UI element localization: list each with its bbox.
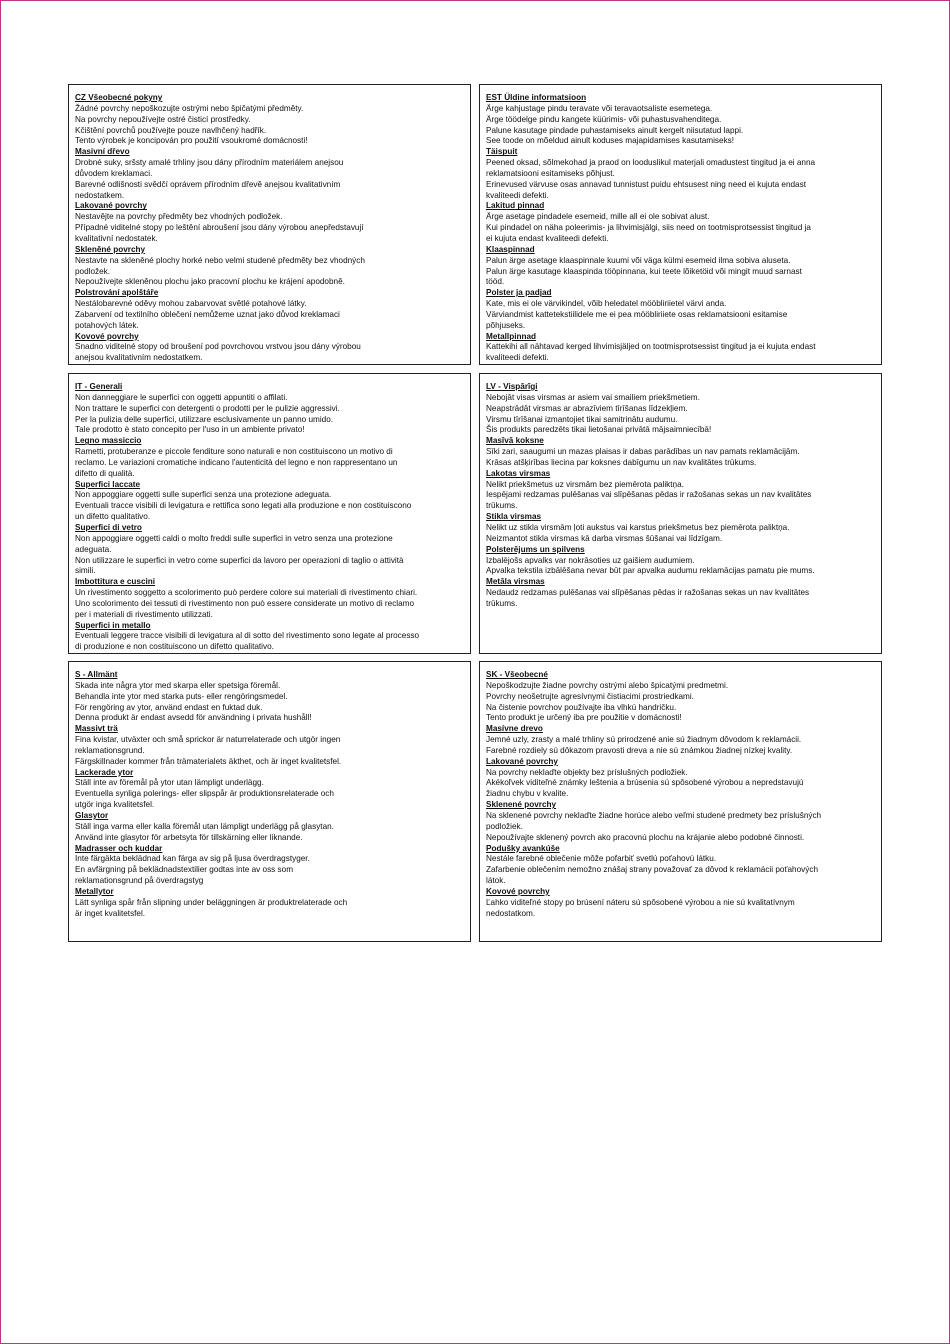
section-title: CZ Všeobecné pokyny bbox=[75, 93, 163, 102]
subsection-heading: Massivt trä bbox=[75, 724, 118, 734]
subsection-heading: Imbottitura e cuscini bbox=[75, 577, 156, 587]
subsection-text: Ställ inga varma eller kalla föremål utan lämpligt underlägg på glasytan. Använd inte glasytor för arbetsyta för tillskärning eller liknande. bbox=[75, 821, 334, 842]
subsection-text: Nelikt uz stikla virsmām ļoti aukstus vai karstus priekšmetus bez piemērota paliktņa. Neizmantot stikla virsmas kā darba virsmas šūšanai vai līdzīgam. bbox=[486, 522, 790, 543]
subsection-text: Ärge asetage pindadele esemeid, mille all ei ole sobivat alust. Kui pindadel on näha poleerimis- ja lihvimisjälgi, siis need on tootmisprotsessist tingitud ja ei kujuta endast kvaliteedi defekti. bbox=[486, 212, 811, 243]
section-est bbox=[479, 84, 882, 365]
subsection-heading: Masivní dřevo bbox=[75, 147, 130, 157]
subsection-text: Na sklenené povrchy neklaďte žiadne horúce alebo veľmi studené predmety bez príslušných podložiek. Nepoužívajte sklenený povrch ako pracovnú plochu na krájanie alebo podobné činnosti. bbox=[486, 810, 822, 842]
subsection-heading: Skleněné povrchy bbox=[75, 244, 146, 254]
section-title: LV - Vispārīgi bbox=[486, 382, 538, 391]
section-intro: Ärge kahjustage pindu teravate või teravaotsaliste esemetega. Ärge töödelge pindu kangete küürimis- või puhastusvahenditega. Palune kasutage pindade puhastamiseks ainult kergelt niisutatud lappi. See toode on mõeldud ainult koduses majapidamises kasutamiseks! bbox=[486, 103, 744, 146]
subsection-heading: Metallpinnad bbox=[486, 331, 537, 341]
section-intro: Skada inte några ytor med skarpa eller spetsiga föremål. Behandla inte ytor med starka puts- eller rengöringsmedel. För rengöring av ytor, använd endast en fuktad duk. Denna produkt är endast avsedd för användning i privata hushåll! bbox=[75, 680, 312, 723]
subsection-heading: Lakotas virsmas bbox=[486, 468, 551, 478]
subsection-heading: Klaaspinnad bbox=[486, 244, 535, 254]
section-intro: Nepoškodzujte žiadne povrchy ostrými alebo špicatými predmetmi. Povrchy neošetrujte agresívnymi čistiacimi prostriedkami. Na čistenie povrchov používajte iba vlhkú handričku. Tento produkt je určený iba pre použitie v domácnosti! bbox=[486, 680, 729, 723]
subsection-text: Ľahko viditeľné stopy po brúsení náteru sú spôsobené výrobou a nie sú kvalitatívnym nedostatkom. bbox=[486, 897, 795, 918]
section-intro: Nebojāt visas virsmas ar asiem vai smailiem priekšmetiem. Neapstrādāt virsmas ar abrazīviem tīrīšanas līdzekļiem. Virsmu tīrīšanai izmantojiet tikai samitrinātu audumu. Šis produkts paredzēts tikai lietošanai privātā mājsaimniecībā! bbox=[486, 392, 712, 435]
subsection-heading: Metallytor bbox=[75, 886, 114, 896]
subsection-text: Drobné suky, sršsty amalé trhliny jsou dány přírodním materiálem anejsou důvodem kreklamaci. Barevné odlišnosti svědčí oprávem přírodním dřevě anejsou kvalitativním nedostatkem. bbox=[75, 158, 344, 200]
subsection-heading: Kovové povrchy bbox=[75, 331, 139, 341]
subsection-heading: Metāla virsmas bbox=[486, 577, 545, 587]
subsection-text: Non appoggiare oggetti caldi o molto freddi sulle superfici in vetro senza una protezione adeguata. Non utilizzare le superfici in vetro come superfici da lavoro per operazioni di taglio o attività simili. bbox=[75, 533, 404, 576]
section-intro: Žádné povrchy nepoškozujte ostrými nebo špičatými předměty. Na povrchy nepoužívejte ostré čisticí prostředky. Kčištění povrchů používejte pouze navlhčený hadřík. Tento výrobek je koncipován pro použití vsoukromé domácnosti! bbox=[75, 103, 308, 146]
subsection-heading: Sklenené povrchy bbox=[486, 800, 557, 810]
subsection-text: Un rivestimento soggetto a scolorimento può perdere colore sui materiali di rivestimento chiari. Uno scolorimento dei tessuti di rivestimento non può essere considerate un motivo di reclamo per i materiali di rivestimento utilizzati. bbox=[75, 588, 418, 619]
section-sk bbox=[479, 661, 882, 942]
subsection-text: Non appoggiare oggetti sulle superfici senza una protezione adeguata. Eventuali tracce visibili di levigatura e rettifica sono legati alla produzione e non costituiscono un difetto qualitativo. bbox=[75, 490, 412, 522]
subsection-heading: Podušky avankúše bbox=[486, 843, 560, 853]
subsection-text: Nestavte na skleněné plochy horké nebo velmi studené předměty bez vhodných podložek. Nepoužívejte skleněnou plochu jako pracovní plochu ke krájení apodobně. bbox=[75, 255, 365, 287]
subsection-heading: Legno massiccio bbox=[75, 436, 142, 446]
subsection-text: Kate, mis ei ole värvikindel, võib heledatel mööbliriietel värvi anda. Värviandmist kattetekstiilidele me ei pea mööbliriiete osas reklamatsiooni esitamise põhjuseks. bbox=[486, 299, 788, 330]
subsection-heading: Superfici in metallo bbox=[75, 620, 151, 630]
subsection-heading: Superfici laccate bbox=[75, 479, 141, 489]
section-s bbox=[68, 661, 471, 942]
subsection-text: Kattekihi all nähtavad kerged lihvimisjäljed on tootmisprotsessist tingitud ja ei kujuta endast kvaliteedi defekti. bbox=[486, 342, 816, 363]
subsection-heading: Madrasser och kuddar bbox=[75, 843, 163, 853]
subsection-heading: Lakované povrchy bbox=[486, 756, 558, 766]
section-intro: Non danneggiare le superfici con oggetti appuntiti o affilati. Non trattare le superfici con detergenti o prodotti per le pulizie aggressivi. Per la pulizia delle superfici, utilizzare esclusivamente un panno umido. Tale prodotto è stato concepito per l'uso in un ambiente privato! bbox=[75, 392, 340, 435]
subsection-text: Inte färgäkta beklädnad kan färga av sig på ljusa överdragstyger. En avfärgning på beklädnadstextilier godtas inte av oss som reklamationsgrund på överdragstyg bbox=[75, 854, 310, 886]
subsection-text: Na povrchy neklaďte objekty bez príslušných podložiek. Akékoľvek viditeľné známky leštenia a brúsenia sú spôsobené výrobou a nepredstavujú žiadnu chybu v kvalite. bbox=[486, 767, 804, 799]
subsection-heading: Masīvā koksne bbox=[486, 436, 544, 446]
subsection-heading: Lakitud pinnad bbox=[486, 201, 545, 211]
subsection-heading: Polsterējums un spilvens bbox=[486, 544, 585, 554]
subsection-heading: Täispuit bbox=[486, 147, 518, 157]
section-lv bbox=[479, 373, 882, 654]
subsection-text: Izbalējošs apvalks var nokrāsoties uz gaišiem audumiem. Apvalka tekstila izbālēšana nevar būt par apvalka audumu reklamācijas pamatu pie mums. bbox=[486, 555, 815, 576]
subsection-text: Fina kvistar, utväxter och små sprickor är naturrelaterade och utgör ingen reklamationsgrund. Färgskillnader kommer från trämaterialets äkthet, och är inget kvalitetsfel. bbox=[75, 735, 342, 766]
subsection-text: Jemné uzly, zrasty a malé trhliny sú prirodzené anie sú žiadnym dôvodom k reklamácii. Farebné rozdiely sú dôkazom pravosti dreva a nie sú známkou žiadnej nízkej kvality. bbox=[486, 735, 802, 755]
subsection-heading: Stikla virsmas bbox=[486, 512, 542, 522]
section-title: S - Allmänt bbox=[75, 670, 118, 679]
subsection-heading: Masívne drevo bbox=[486, 724, 543, 734]
subsection-heading: Polster ja padjad bbox=[486, 288, 552, 298]
subsection-heading: Lackerade ytor bbox=[75, 767, 134, 777]
section-cz bbox=[68, 84, 471, 365]
subsection-text: Nestálobarevné oděvy mohou zabarvovat světlé potahové látky. Zabarvení od textilního oblečení nemůžeme uznat jako důvod kreklamaci potahových látek. bbox=[75, 299, 340, 330]
section-title: IT - Generali bbox=[75, 382, 123, 391]
section-title: EST Üldine informatsioon bbox=[486, 93, 587, 102]
subsection-text: Peened oksad, sõlmekohad ja praod on looduslikul materjali omadustest tingitud ja ei anna reklamatsiooni esitamiseks põhjust. Erinevused värvuse osas annavad tunnistust puidu ehtsusest ning need ei kujuta endast kvaliteedi defekti. bbox=[486, 158, 816, 200]
subsection-heading: Superfici di vetro bbox=[75, 522, 142, 532]
subsection-text: Nelikt priekšmetus uz virsmām bez piemērota paliktņa. Iespējami redzamas pulēšanas vai slīpēšanas pēdas ir ražošanas sekas un nav kvalitātes trūkums. bbox=[486, 479, 812, 511]
subsection-heading: Lakované povrchy bbox=[75, 201, 147, 211]
subsection-heading: Kovové povrchy bbox=[486, 886, 550, 896]
subsection-text: Snadno viditelné stopy od broušení pod povrchovou vrstvou jsou dány výrobou anejsou kvalitativním nedostatkem. bbox=[75, 342, 361, 363]
subsection-text: Lätt synliga spår från slipning under beläggningen är produktrelaterade och är inget kvalitetsfel. bbox=[75, 897, 348, 918]
section-title: SK - Všeobecné bbox=[486, 670, 548, 679]
subsection-text: Nestavějte na povrchy předměty bez vhodných podložek. Případné viditelné stopy po leštění abroušení jsou dány výrobou anepředstavují kvalitativní nedostatek. bbox=[75, 212, 364, 243]
subsection-text: Sīki zari, saaugumi un mazas plaisas ir dabas parādības un nav pamats reklamācijām. Krāsas atšķirības liecina par koksnes dabīgumu un nav kvalitātes trūkums. bbox=[486, 447, 800, 467]
subsection-heading: Polstrování apolštáře bbox=[75, 288, 159, 298]
subsection-text: Rametti, protuberanze e piccole fenditure sono naturali e non costituiscono un motivo di reclamo. Le variazioni cromatiche indicano l'autenticità del legno e non rappresentano un difetto di qualità. bbox=[75, 447, 398, 478]
section-it bbox=[68, 373, 471, 654]
subsection-heading: Glasytor bbox=[75, 810, 109, 820]
subsection-text: Palun ärge asetage klaaspinnale kuumi või väga külmi esemeid ilma sobiva aluseta. Palun ärge kasutage klaaspinda tööpinnana, kui teete lõiketöid või mingit muud sarnast tööd. bbox=[486, 255, 802, 287]
subsection-text: Ställ inte av föremål på ytor utan lämpligt underlägg. Eventuella synliga polerings- eller slipspår är produktionsrelaterade och utgör inga kvalitetsfel. bbox=[75, 778, 334, 810]
subsection-text: Nedaudz redzamas pulēšanas vai slīpēšanas pēdas ir ražošanas sekas un nav kvalitātes trūkums. bbox=[486, 588, 810, 608]
subsection-text: Eventuali leggere tracce visibili di levigatura al di sotto del rivestimento sono legate al processo di produzione e non costituiscono un difetto qualitativo. bbox=[75, 631, 420, 652]
subsection-text: Nestále farebné oblečenie môže pofarbiť svetlú poťahovú látku. Zafarbenie oblečením nemožno znášaj strany považovať za dôvod k reklamácii poťahových látok. bbox=[486, 854, 819, 886]
